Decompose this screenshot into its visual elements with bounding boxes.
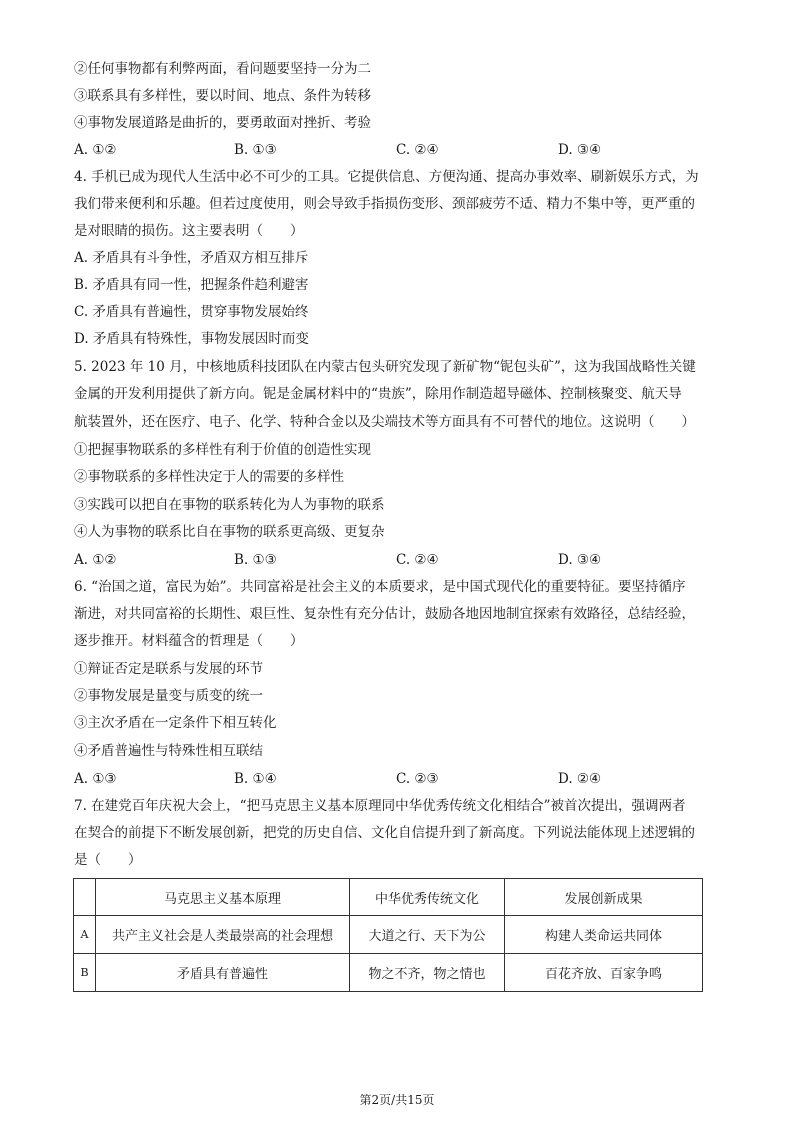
- q7-stem-line-1: 7. 在建党百年庆祝大会上，“把马克思主义基本原理同中华优秀传统文化相结合”被首次提出，强调两者: [74, 798, 686, 814]
- option-b[interactable]: B. ①③: [234, 552, 277, 568]
- q7-stem-line-2: 在契合的前提下不断发展创新，把党的历史自信、文化自信提升到了新高度。下列说法能体现上述逻辑的: [74, 825, 695, 841]
- q4-stem-line-3: 是对眼睛的损伤。这主要表明（ ）: [74, 223, 304, 239]
- table-cell: 共产主义社会是人类最崇高的社会理想: [96, 916, 350, 954]
- q6-options: [74, 770, 714, 788]
- q5-stem-line-1: 5. 2023 年 10 月，中核地质科技团队在内蒙古包头研究发现了新矿物“铌包头矿”，这为我国战略性关键: [74, 359, 696, 375]
- q4-option-a[interactable]: A. 矛盾具有斗争性，矛盾双方相互排斥: [74, 250, 309, 266]
- q5-statement-2: ②事物联系的多样性决定于人的需要的多样性: [74, 469, 344, 485]
- option-a[interactable]: A. ①③: [74, 771, 117, 787]
- option-c[interactable]: C. ②④: [396, 552, 439, 568]
- q7-table: [73, 878, 703, 992]
- option-b[interactable]: B. ①④: [234, 771, 277, 787]
- q5-stem-line-2: 金属的开发利用提供了新方向。铌是金属材料中的“贵族”，除用作制造超导磁体、控制核聚变、航天导: [74, 386, 682, 402]
- q6-stem-line-3: 逐步推开。材料蕴含的哲理是（ ）: [74, 633, 304, 649]
- q5-statement-4: ④人为事物的联系比自在事物的联系更高级、更复杂: [74, 524, 385, 540]
- row-label: B: [74, 954, 96, 992]
- statement-4: ④事物发展道路是曲折的，要勇敢面对挫折、考验: [74, 115, 371, 131]
- table-header-row: [74, 879, 703, 916]
- table-header-cell: [74, 879, 96, 916]
- q4-stem-line-2: 我们带来便利和乐趣。但若过度使用，则会导致手指损伤变形、颈部疲劳不适、精力不集中等，更严重的: [74, 196, 695, 212]
- q5-stem-line-3: 航装置外，还在医疗、电子、化学、特种合金以及尖端技术等方面具有不可替代的地位。这说明（ ）: [74, 414, 695, 430]
- q4-option-d[interactable]: D. 矛盾具有特殊性，事物发展因时而变: [74, 331, 309, 347]
- table-header-cell: 中华优秀传统文化: [350, 879, 505, 916]
- q5-options: [74, 551, 714, 569]
- option-d[interactable]: D. ③④: [558, 142, 602, 158]
- q6-statement-2: ②事物发展是量变与质变的统一: [74, 688, 263, 704]
- q6-statement-4: ④矛盾普遍性与特殊性相互联结: [74, 743, 263, 759]
- table-row[interactable]: [74, 954, 703, 992]
- q5-statement-3: ③实践可以把自在事物的联系转化为人为事物的联系: [74, 497, 385, 513]
- table-cell: 矛盾具有普遍性: [96, 954, 350, 992]
- row-label: A: [74, 916, 96, 954]
- q5-statement-1: ①把握事物联系的多样性有利于价值的创造性实现: [74, 442, 371, 458]
- q7-stem-line-3: 是（ ）: [74, 852, 142, 868]
- q6-statement-1: ①辩证否定是联系与发展的环节: [74, 661, 263, 677]
- q6-stem-line-2: 渐进，对共同富裕的长期性、艰巨性、复杂性有充分估计，鼓励各地因地制宜探索有效路径，总结经验，: [74, 606, 695, 622]
- q6-stem-line-1: 6. “治国之道，富民为始”。共同富裕是社会主义的本质要求，是中国式现代化的重要特征。要坚持循序: [74, 579, 686, 595]
- table-cell: 百花齐放、百家争鸣: [505, 954, 703, 992]
- table-cell: 物之不齐，物之情也: [350, 954, 505, 992]
- option-b[interactable]: B. ①③: [234, 142, 277, 158]
- option-d[interactable]: D. ②④: [558, 771, 602, 787]
- option-c[interactable]: C. ②③: [396, 771, 439, 787]
- q4-option-b[interactable]: B. 矛盾具有同一性，把握条件趋利避害: [74, 277, 309, 293]
- option-a[interactable]: A. ①②: [74, 552, 117, 568]
- option-a[interactable]: A. ①②: [74, 142, 117, 158]
- option-d[interactable]: D. ③④: [558, 552, 602, 568]
- table-cell: 构建人类命运共同体: [505, 916, 703, 954]
- page-footer: 第2页/共15页: [359, 1093, 435, 1107]
- q3-options: [74, 141, 714, 159]
- table-header-cell: 发展创新成果: [505, 879, 703, 916]
- table-row[interactable]: [74, 916, 703, 954]
- q4-option-c[interactable]: C. 矛盾具有普遍性，贯穿事物发展始终: [74, 304, 309, 320]
- statement-2: ②任何事物都有利弊两面，看问题要坚持一分为二: [74, 61, 371, 77]
- q6-statement-3: ③主次矛盾在一定条件下相互转化: [74, 715, 277, 731]
- table-header-cell: 马克思主义基本原理: [96, 879, 350, 916]
- statement-3: ③联系具有多样性，要以时间、地点、条件为转移: [74, 88, 371, 104]
- option-c[interactable]: C. ②④: [396, 142, 439, 158]
- table-cell: 大道之行、天下为公: [350, 916, 505, 954]
- q4-stem-line-1: 4. 手机已成为现代人生活中必不可少的工具。它提供信息、方便沟通、提高办事效率、刷新娱乐方式，为: [74, 169, 699, 185]
